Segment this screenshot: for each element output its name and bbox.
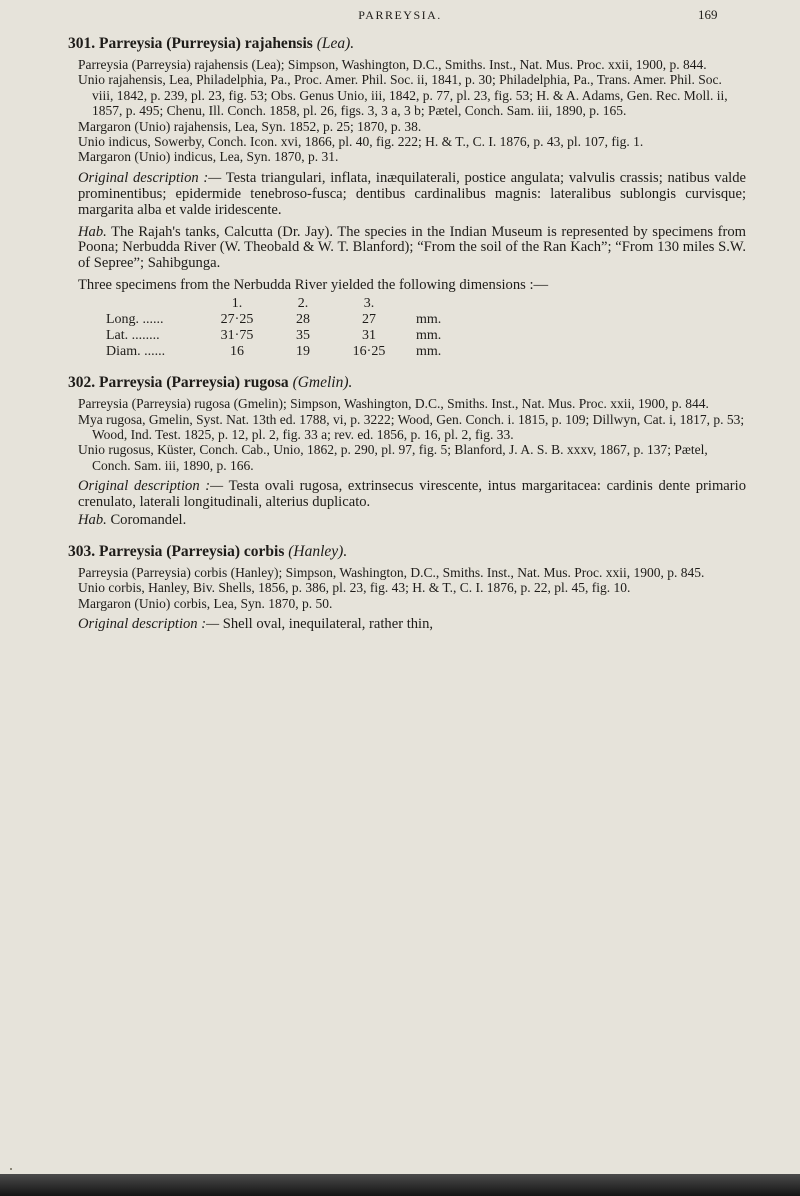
habitat-text: The Rajah's tanks, Calcutta (Dr. Jay). The species in the Indian Museum is represented by specimens from Poona; Nerbudda River (W. Theobald & W. T. Blanford); “From the soil of the Ran Kach”; “From 130 miles S.W. of Sepree”; Sahibgunga.: [78, 223, 746, 272]
original-description-label: Original description :—: [78, 169, 222, 186]
species-author: (Lea).: [316, 35, 355, 52]
cell: 35: [296, 328, 310, 344]
synonym-line: Unio rugosus, Küster, Conch. Cab., Unio, 1862, p. 290, pl. 97, fig. 5; Blanford, J. A. S. B. xxxv, 1867, p. 137; Pætel, Conch. Sam. iii, 1890, p. 166.: [78, 442, 708, 473]
species-entry-301: [68, 35, 746, 360]
cell: 16·25: [352, 344, 386, 360]
species-number: 303.: [68, 542, 96, 560]
dimensions-table: [100, 296, 512, 360]
row-label: Diam. ......: [106, 344, 166, 360]
row-label: Lat. ........: [106, 328, 160, 344]
paper-speck: [10, 1168, 12, 1170]
original-description-text: Testa triangulari, inflata, inæquilaterali, postice angulata; valvulis crassis; natibus valde prominentibus; epidermide tenebroso-fusca; dentibus cardinalibus magnis: lateralibus sublongis curvisque; margarita alba et valde iridescente.: [78, 169, 746, 218]
species-entry-303: [68, 542, 746, 633]
cell: 27: [362, 312, 376, 328]
species-heading: [68, 543, 746, 561]
habitat: [78, 513, 746, 529]
unit: mm.: [416, 312, 442, 328]
synonym-line: Margaron (Unio) rajahensis, Lea, Syn. 1852, p. 25; 1870, p. 38.: [78, 118, 422, 134]
synonym-line: Mya rugosa, Gmelin, Syst. Nat. 13th ed. 1788, vi, p. 3222; Wood, Gen. Conch. i. 1815, p. 109; Dillwyn, Cat. i, 1817, p. 53; Wood, Ind. Test. 1825, p. 12, pl. 2, fig. 33 a; rev. ed. 1856, p. 16, pl. 2, fig. 33.: [78, 411, 745, 442]
species-number: 301.: [68, 35, 96, 52]
original-description: [78, 171, 746, 219]
dimensions-row-diam: [100, 344, 512, 360]
original-description-label: Original description :—: [78, 478, 224, 495]
habitat-label: Hab.: [78, 223, 107, 240]
species-number: 302.: [68, 374, 96, 392]
cell: 31: [362, 328, 376, 344]
cell: 27·25: [220, 312, 254, 328]
synonymy-list: [78, 396, 746, 473]
synonymy-list: [78, 57, 746, 165]
dimensions-row-long: [100, 312, 512, 328]
dimensions-intro: Three specimens from the Nerbudda River yielded the following dimensions :—: [78, 277, 549, 294]
cell: 31·75: [220, 328, 254, 344]
original-description-text: Testa ovali rugosa, extrinsecus virescente, intus margaritacea: cardinis dente primario crenulato, laterali longitudinali, alterius duplicato.: [78, 478, 746, 511]
column-header: 2.: [297, 296, 309, 312]
habitat: [78, 225, 746, 273]
habitat-label: Hab.: [78, 512, 107, 529]
unit: mm.: [416, 344, 442, 360]
page-number: 169: [698, 7, 718, 22]
synonym-line: Unio corbis, Hanley, Biv. Shells, 1856, p. 386, pl. 23, fig. 43; H. & T., C. I. 1876, p. 22, pl. 45, fig. 10.: [78, 580, 631, 596]
cell: 16: [230, 344, 244, 360]
unit: mm.: [416, 328, 442, 344]
original-description-text: Shell oval, inequilateral, rather thin,: [222, 616, 434, 633]
running-head: PARREYSIA.: [358, 8, 442, 22]
synonym-line: Margaron (Unio) indicus, Lea, Syn. 1870, p. 31.: [78, 149, 339, 165]
synonym-line: Parreysia (Parreysia) rajahensis (Lea); Simpson, Washington, D.C., Smiths. Inst., Nat. Mus. Proc. xxii, 1900, p. 844.: [78, 57, 707, 72]
species-title: Parreysia (Parreysia) corbis: [99, 542, 285, 560]
species-heading: [68, 35, 746, 53]
page-content: [68, 35, 746, 647]
species-title: Parreysia (Parreysia) rugosa: [99, 374, 289, 392]
column-header: 1.: [231, 296, 243, 312]
synonym-line: Margaron (Unio) corbis, Lea, Syn. 1870, p. 50.: [78, 595, 333, 611]
synonym-line: Unio indicus, Sowerby, Conch. Icon. xvi, 1866, pl. 40, fig. 222; H. & T., C. I. 1876, p. 43, pl. 107, fig. 1.: [78, 134, 644, 150]
column-header: 3.: [363, 296, 375, 312]
species-title: Parreysia (Purreysia) rajahensis: [99, 35, 313, 52]
dimensions-header-row: [100, 296, 512, 312]
original-description-label: Original description :—: [78, 616, 220, 633]
habitat-text: Coromandel.: [110, 512, 187, 529]
species-entry-302: [68, 374, 746, 529]
species-author: (Hanley).: [288, 542, 348, 560]
synonym-line: Parreysia (Parreysia) rugosa (Gmelin); Simpson, Washington, D.C., Smiths. Inst., Nat. Mus. Proc. xxii, 1900, p. 844.: [78, 396, 709, 412]
cell: 28: [296, 312, 310, 328]
dimensions-row-lat: [100, 328, 512, 344]
species-author: (Gmelin).: [292, 374, 353, 392]
row-label: Long. ......: [106, 312, 164, 328]
synonym-line: Unio rajahensis, Lea, Philadelphia, Pa., Proc. Amer. Phil. Soc. ii, 1841, p. 30; Philadelphia, Pa., Trans. Amer. Phil. Soc. viii, 1842, p. 239, pl. 23, fig. 53; Obs. Genus Unio, iii, 1842, p. 77, pl. 23, fig. 53; H. & A. Adams, Gen. Rec. Moll. ii, 1857, p. 495; Chenu, Ill. Conch. 1858, pl. 26, figs. 3, 3 a, 3 b; Pætel, Conch. Sam. iii, 1890, p. 165.: [78, 72, 728, 119]
synonymy-list: [78, 565, 746, 611]
synonym-line: Parreysia (Parreysia) corbis (Hanley); Simpson, Washington, D.C., Smiths. Inst., Nat. Mus. Proc. xxii, 1900, p. 845.: [78, 564, 705, 580]
original-description: [78, 479, 746, 511]
page-bottom-edge: [0, 1174, 800, 1196]
original-description: [78, 617, 746, 633]
cell: 19: [296, 344, 310, 360]
species-heading: [68, 374, 746, 392]
